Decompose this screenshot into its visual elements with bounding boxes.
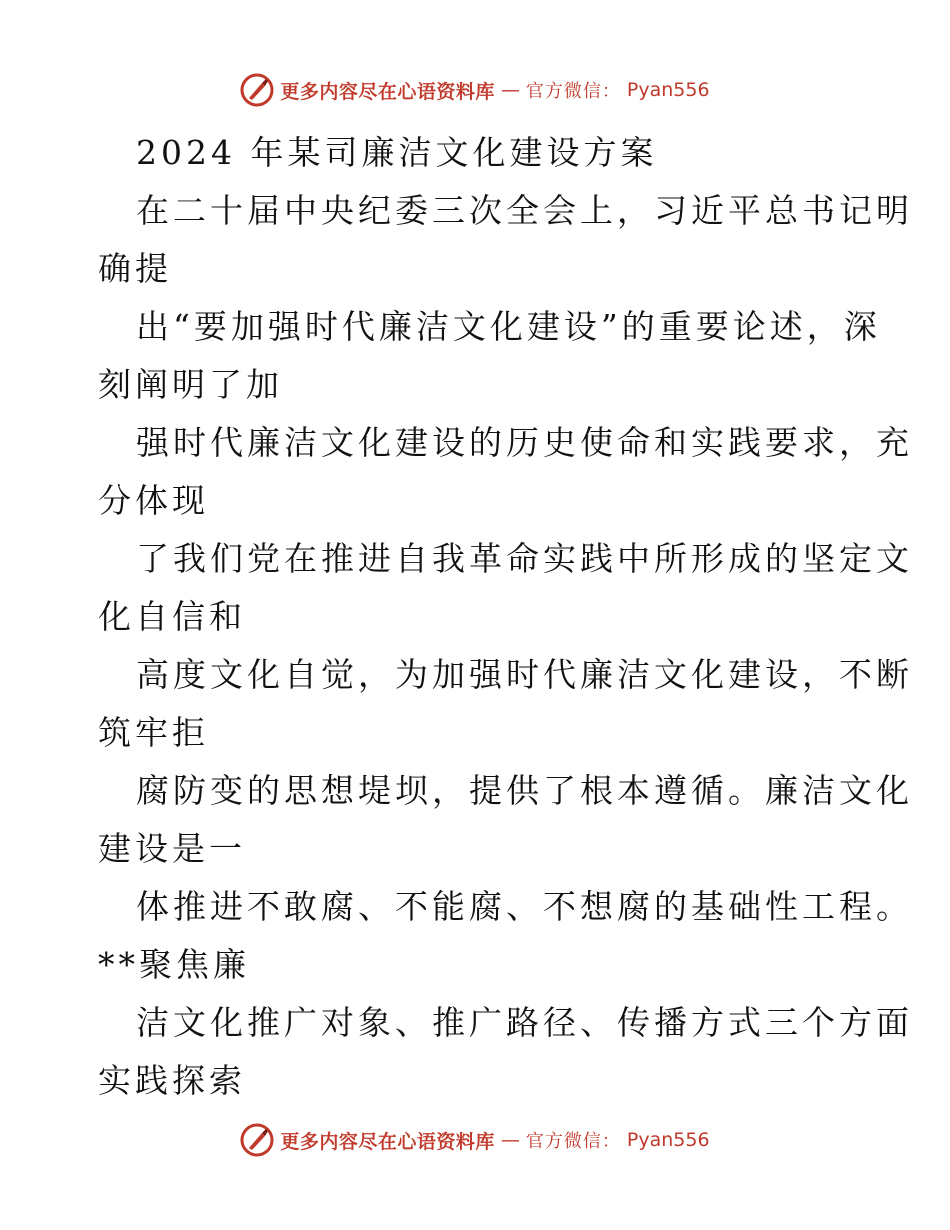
- watermark-separator: —: [500, 1129, 520, 1151]
- pen-logo-icon: [240, 1123, 274, 1157]
- document-title: 2024 年某司廉洁文化建设方案: [136, 133, 658, 172]
- paragraph-line: 了我们党在推进自我革命实践中所形成的坚定文: [136, 539, 913, 578]
- paragraph-line: 分体现: [98, 481, 209, 520]
- watermark-wechat-id: Pyan556: [626, 79, 710, 101]
- pen-logo-icon: [240, 73, 274, 107]
- paragraph-line: 体推进不敢腐、不能腐、不想腐的基础性工程。: [136, 887, 913, 926]
- header-watermark: [0, 70, 950, 110]
- watermark-wechat-id: Pyan556: [626, 1129, 710, 1151]
- paragraph-line: 建设是一: [98, 829, 246, 868]
- paragraph-line: **聚焦廉: [98, 945, 250, 984]
- paragraph-line: 在二十届中央纪委三次全会上，习近平总书记明: [136, 191, 913, 230]
- document-body: [98, 124, 913, 1110]
- paragraph-line: 确提: [98, 249, 172, 288]
- paragraph-line: 实践探索: [98, 1061, 246, 1100]
- watermark-main-text: 更多内容尽在心语资料库: [280, 1130, 495, 1153]
- watermark-wechat-label: 官方微信：: [525, 1131, 621, 1152]
- paragraph-line: 洁文化推广对象、推广路径、传播方式三个方面: [136, 1003, 913, 1042]
- paragraph-line: 化自信和: [98, 597, 246, 636]
- paragraph-line: 腐防变的思想堤坝，提供了根本遵循。廉洁文化: [136, 771, 913, 810]
- paragraph-line: 出“要加强时代廉洁文化建设”的重要论述，深: [136, 307, 881, 346]
- paragraph-line: 刻阐明了加: [98, 365, 283, 404]
- footer-watermark: [0, 1120, 950, 1160]
- paragraph-line: 高度文化自觉，为加强时代廉洁文化建设，不断: [136, 655, 913, 694]
- paragraph-line: 强时代廉洁文化建设的历史使命和实践要求，充: [136, 423, 913, 462]
- watermark-wechat-label: 官方微信：: [525, 81, 621, 102]
- watermark-separator: —: [500, 79, 520, 101]
- watermark-main-text: 更多内容尽在心语资料库: [280, 80, 495, 103]
- paragraph-line: 筑牢拒: [98, 713, 209, 752]
